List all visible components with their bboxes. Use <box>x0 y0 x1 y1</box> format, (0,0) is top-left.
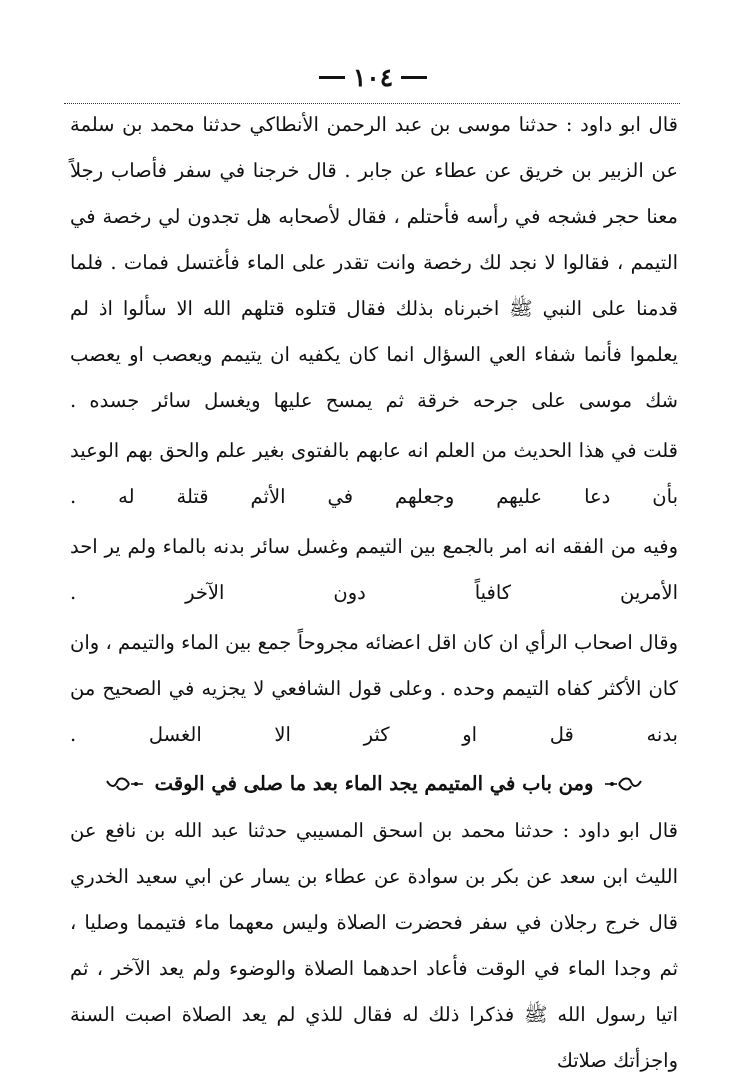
header-dash-right <box>401 76 427 79</box>
page-header <box>0 60 746 94</box>
paragraph-hadith-2: قال ابو داود : حدثنا محمد بن اسحق المسيبي حدثنا عبد الله بن نافع عن الليث ابن سعد عن بكر بن سوادة عن عطاء بن يسار عن ابي سعيد الخدري قال خرج رجلان في سفر فحضرت الصلاة وليس معهما ماء فتيمما وصليا ، ثم وجدا الماء في الوقت فأعاد احدهما الصلاة والوضوء ولم يعد الآخر ، ثم اتيا رسول الله ﷺ فذكرا ذلك له فقال للذي لم يعد الصلاة اصبت السنة واجزأتك صلاتك <box>70 819 678 1072</box>
paragraph-hadith-1: قال ابو داود : حدثنا موسى بن عبد الرحمن الأنطاكي حدثنا محمد بن سلمة عن الزبير بن خريق عن عطاء عن جابر . قال خرجنا في سفر فأصاب رجلاً معنا حجر فشجه في رأسه فأحتلم ، فقال لأصحابه هل تجدون لي رخصة في التيمم ، فقالوا لا نجد لك رخصة وانت تقدر على الماء فأغتسل فمات . فلما قدمنا على النبي ﷺ اخبرناه بذلك فقال قتلوه قتلهم الله الا سألوا اذ لم يعلموا فأنما شفاء العي السؤال انما كان يكفيه ان يتيمم ويعصب او يعصب شك موسى على جرحه خرقة ثم يمسح عليها ويغسل سائر جسده . <box>70 113 678 412</box>
section-heading <box>70 761 678 807</box>
paragraph-commentary-1: قلت في هذا الحديث من العلم انه عابهم بالفتوى بغير علم والحق بهم الوعيد بأن دعا عليهم وجعلهم في الأثم قتلة له . <box>70 439 678 508</box>
header-dash-left <box>319 76 345 79</box>
section-heading-text: ومن باب في المتيمم يجد الماء بعد ما صلى في الوقت <box>154 772 594 795</box>
flourish-ornament-icon <box>105 775 145 793</box>
paragraph-commentary-3: وقال اصحاب الرأي ان كان اقل اعضائه مجروحاً جمع بين الماء والتيمم ، وان كان الأكثر كفاه التيمم وحده . وعلى قول الشافعي لا يجزيه في الصحيح من بدنه قل او كثر الا الغسل . <box>70 631 678 746</box>
page-body <box>70 102 678 1084</box>
flourish-ornament-icon <box>603 775 643 793</box>
paragraph-commentary-2: وفيه من الفقه انه امر بالجمع بين التيمم وغسل سائر بدنه بالماء ولم ير احد الأمرين كافياً دون الآخر . <box>70 535 678 604</box>
page-number: ١٠٤ <box>352 62 394 92</box>
